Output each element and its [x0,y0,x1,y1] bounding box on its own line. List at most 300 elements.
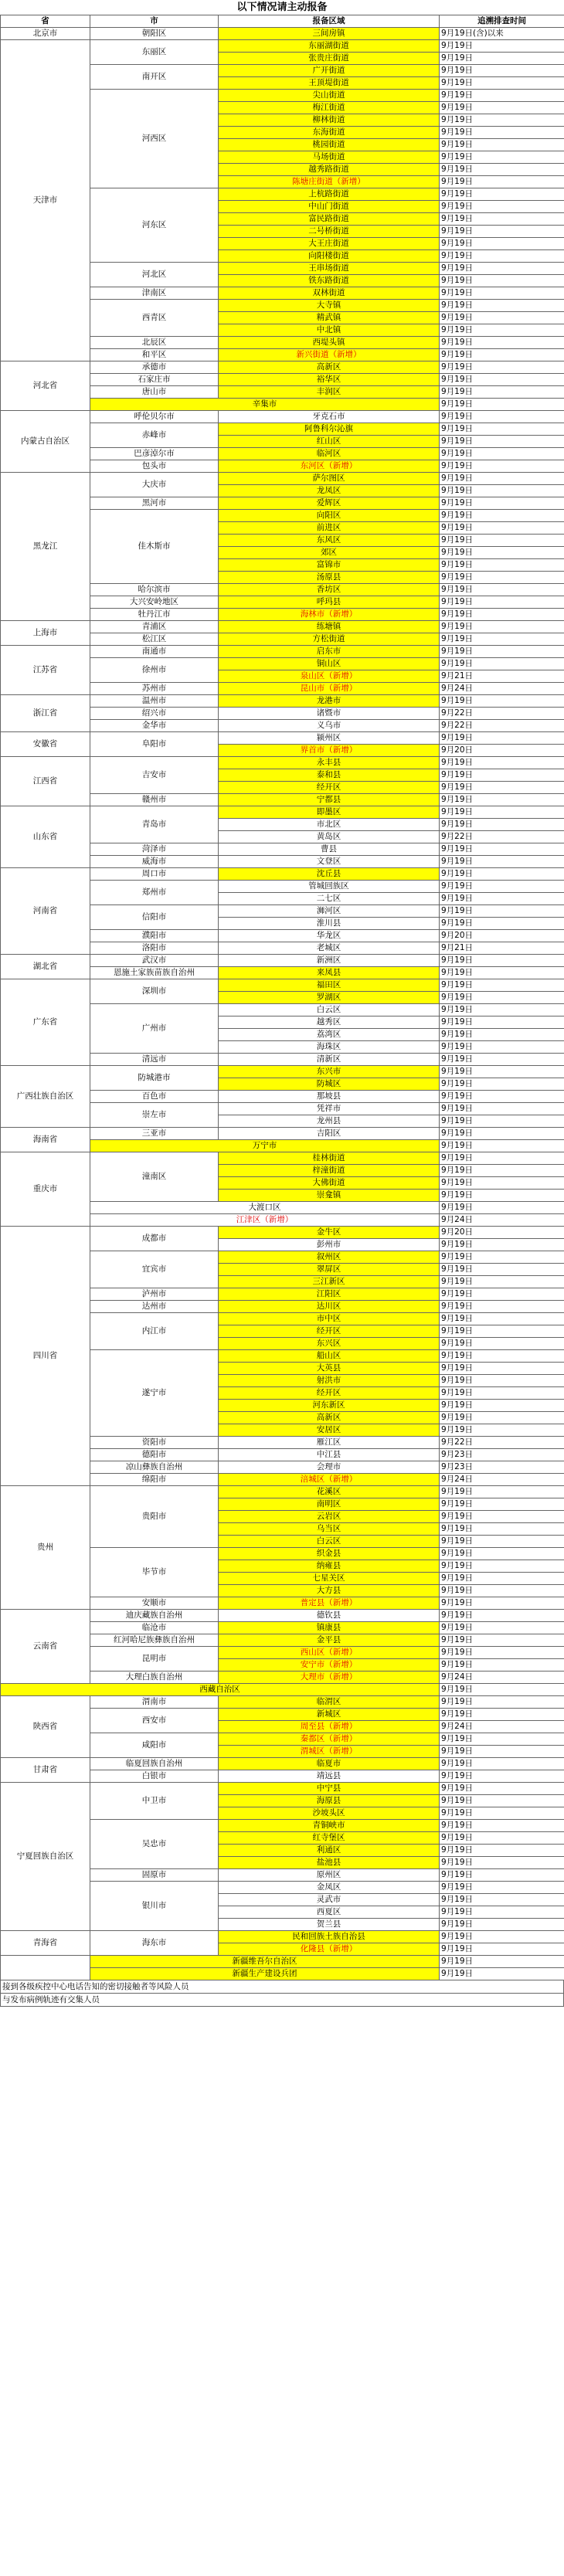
trace-time-cell: 9月19日 [440,1597,564,1610]
trace-time-cell: 9月19日 [440,1746,564,1758]
area-cell: 西夏区 [219,1906,440,1919]
trace-time-cell: 9月19日 [440,633,564,646]
city-cell: 南通市 [90,646,219,658]
area-cell: 会理市 [219,1461,440,1474]
trace-time-cell: 9月19日 [440,1906,564,1919]
table-row [1,955,564,967]
area-cell: 临渭区 [219,1696,440,1709]
table-body [1,28,564,1980]
area-cell: 义乌市 [219,720,440,732]
area-cell: 梅江街道 [219,102,440,114]
area-cell: 那坡县 [219,1091,440,1103]
trace-time-cell: 9月19日 [440,1882,564,1894]
city-cell: 信阳市 [90,905,219,930]
area-cell: 海珠区 [219,1041,440,1054]
area-cell: 盐池县 [219,1857,440,1869]
city-cell: 恩施土家族苗族自治州 [90,967,219,979]
trace-time-cell: 9月19日 [440,250,564,263]
area-cell: 二号桥街道 [219,226,440,238]
trace-time-cell: 9月21日 [440,942,564,955]
trace-time-cell: 9月19日 [440,559,564,572]
area-cell: 涪城区（新增） [219,1474,440,1486]
trace-time-cell: 9月19日 [440,646,564,658]
table-row [1,411,564,423]
area-cell: 西堤头镇 [219,337,440,349]
province-cell: 甘肃省 [1,1758,90,1783]
city-cell: 郑州市 [90,881,219,905]
area-cell: 高新区 [219,1412,440,1424]
city-cell: 大理白族自治州 [90,1672,219,1684]
city-cell: 朝阳区 [90,28,219,40]
city-cell: 牡丹江市 [90,609,219,621]
area-cell: 三江新区 [219,1276,440,1288]
area-cell: 越秀区 [219,1016,440,1029]
trace-time-cell: 9月19日 [440,609,564,621]
city-cell: 吉安市 [90,757,219,794]
area-cell: 船山区 [219,1350,440,1363]
area-cell: 昆山市（新增） [219,683,440,695]
area-cell: 市北区 [219,819,440,831]
area-cell: 红寺堡区 [219,1832,440,1845]
area-cell: 西山区（新增） [219,1647,440,1659]
trace-time-cell: 9月19日 [440,522,564,535]
province-cell: 广西壮族自治区 [1,1066,90,1128]
trace-time-cell: 9月19日 [440,1239,564,1251]
trace-time-cell: 9月19日 [440,1152,564,1165]
area-cell: 东海街道 [219,127,440,139]
area-cell: 尖山街道 [219,90,440,102]
trace-time-cell: 9月19日 [440,1511,564,1523]
table-row [1,1783,564,1795]
area-cell: 福田区 [219,979,440,992]
area-cell: 白云区 [219,1004,440,1016]
trace-time-cell: 9月22日 [440,831,564,843]
trace-time-cell: 9月19日 [440,1078,564,1091]
area-cell: 老城区 [219,942,440,955]
area-cell: 清新区 [219,1054,440,1066]
page-title: 以下情况请主动报备 [236,2,328,13]
city-cell: 昆明市 [90,1647,219,1672]
trace-time-cell: 9月19日 [440,1536,564,1548]
trace-time-cell: 9月19日 [440,1400,564,1412]
trace-time-cell: 9月19日 [440,300,564,312]
province-cell: 浙江省 [1,695,90,732]
city-cell: 崇左市 [90,1103,219,1128]
area-cell: 射洪市 [219,1375,440,1387]
area-cell: 二七区 [219,893,440,905]
province-cell: 天津市 [1,40,90,361]
trace-time-cell: 9月19日 [440,1758,564,1770]
city-cell: 银川市 [90,1882,219,1931]
table-row [1,646,564,658]
area-cell: 裕华区 [219,374,440,386]
city-cell: 临沧市 [90,1622,219,1634]
province-cell: 青海省 [1,1931,90,1956]
city-cell: 红河哈尼族彝族自治州 [90,1634,219,1647]
area-cell: 乌当区 [219,1523,440,1536]
trace-time-cell: 9月19日 [440,1276,564,1288]
trace-time-cell: 9月19日 [440,497,564,510]
trace-time-cell: 9月19日 [440,1325,564,1338]
trace-time-cell: 9月19日 [440,1585,564,1597]
area-cell: 铜山区 [219,658,440,670]
area-cell: 灵武市 [219,1894,440,1906]
area-cell: 沈丘县 [219,868,440,881]
trace-time-cell: 9月19日 [440,918,564,930]
area-cell: 市中区 [219,1313,440,1325]
trace-time-cell: 9月19日 [440,1190,564,1202]
province-cell: 安徽省 [1,732,90,757]
area-cell: 富民路街道 [219,213,440,226]
area-cell: 颍州区 [219,732,440,745]
area-cell: 浉河区 [219,905,440,918]
province-cell: 重庆市 [1,1152,90,1227]
area-cell: 青铜峡市 [219,1820,440,1832]
area-cell: 萨尔图区 [219,473,440,485]
area-cell: 越秀路街道 [219,164,440,176]
trace-time-cell: 9月19日 [440,1709,564,1721]
province-cell: 贵州 [1,1486,90,1610]
trace-time-cell: 9月19日 [440,1128,564,1140]
area-cell: 管城回族区 [219,881,440,893]
city-cell: 佳木斯市 [90,510,219,584]
area-cell: 云岩区 [219,1511,440,1523]
area-cell: 启东市 [219,646,440,658]
table-row [1,40,564,53]
city-cell: 咸阳市 [90,1733,219,1758]
area-cell: 富锦市 [219,559,440,572]
area-cell: 纳雍县 [219,1560,440,1573]
trace-time-cell: 9月19日 [440,1375,564,1387]
table-row [1,1610,564,1622]
area-cell: 丰润区 [219,386,440,399]
trace-time-cell: 9月19日 [440,226,564,238]
area-cell: 海原县 [219,1795,440,1807]
area-cell: 辛集市 [90,399,440,411]
area-cell: 文登区 [219,856,440,868]
trace-time-cell: 9月19日 [440,1140,564,1152]
city-cell: 包头市 [90,460,219,473]
trace-time-cell: 9月19日 [440,1350,564,1363]
area-cell: 永丰县 [219,757,440,769]
trace-time-cell: 9月22日 [440,720,564,732]
area-cell: 曹县 [219,843,440,856]
trace-time-cell: 9月19日 [440,843,564,856]
trace-time-cell: 9月19日 [440,1523,564,1536]
trace-time-cell: 9月19日 [440,151,564,164]
area-cell: 大王庄街道 [219,238,440,250]
area-cell: 临河区 [219,448,440,460]
trace-time-cell: 9月19日 [440,1387,564,1400]
trace-time-cell: 9月19日 [440,1498,564,1511]
province-cell [1,1956,90,1980]
trace-time-cell: 9月19日 [440,967,564,979]
area-cell: 翠屏区 [219,1264,440,1276]
city-cell: 海东市 [90,1931,219,1956]
trace-time-cell: 9月19日 [440,1486,564,1498]
city-cell: 达州市 [90,1301,219,1313]
area-cell: 新城区 [219,1709,440,1721]
trace-time-cell: 9月19日 [440,275,564,287]
area-cell: 双林街道 [219,287,440,300]
city-cell: 固原市 [90,1869,219,1882]
trace-time-cell: 9月19日 [440,1857,564,1869]
area-cell: 金平县 [219,1634,440,1647]
trace-time-cell: 9月19日 [440,411,564,423]
area-cell: 海林市（新增） [219,609,440,621]
table-row [1,361,564,374]
area-cell: 王顶堤街道 [219,77,440,90]
table-row [1,806,564,819]
trace-time-cell: 9月23日 [440,1449,564,1461]
area-cell: 达川区 [219,1301,440,1313]
trace-time-cell: 9月19日 [440,1004,564,1016]
trace-time-cell: 9月19日 [440,1103,564,1115]
area-cell: 江阳区 [219,1288,440,1301]
trace-time-cell: 9月23日 [440,1461,564,1474]
area-cell: 桃园街道 [219,139,440,151]
area-cell: 崇龛镇 [219,1190,440,1202]
city-cell: 三亚市 [90,1128,219,1140]
city-cell: 青岛市 [90,806,219,843]
trace-time-cell: 9月19日 [440,1177,564,1190]
city-cell: 青浦区 [90,621,219,633]
trace-time-cell: 9月22日 [440,1437,564,1449]
trace-time-cell: 9月19日 [440,868,564,881]
area-cell: 即墨区 [219,806,440,819]
trace-time-cell: 9月19日 [440,695,564,708]
city-cell: 泸州市 [90,1288,219,1301]
table-row [1,1696,564,1709]
area-cell: 防城区 [219,1078,440,1091]
city-cell: 绵阳市 [90,1474,219,1486]
area-cell: 新兴街道（新增） [219,349,440,361]
area-cell: 凭祥市 [219,1103,440,1115]
table-row [1,1152,564,1165]
area-cell: 彭州市 [219,1239,440,1251]
area-cell: 大方县 [219,1585,440,1597]
province-cell: 江苏省 [1,646,90,695]
trace-time-cell: 9月19日 [440,213,564,226]
area-cell: 三间房镇 [219,28,440,40]
area-cell: 广开街道 [219,65,440,77]
area-cell: 呼玛县 [219,596,440,609]
trace-time-cell: 9月19日 [440,1783,564,1795]
trace-time-cell: 9月19日 [440,53,564,65]
area-cell: 新疆生产建设兵团 [90,1968,440,1980]
area-cell: 张贵庄街道 [219,53,440,65]
trace-time-cell: 9月19日 [440,1363,564,1375]
city-cell: 清远市 [90,1054,219,1066]
area-cell: 淮川县 [219,918,440,930]
trace-time-cell: 9月19日 [440,757,564,769]
trace-time-cell: 9月19日 [440,1894,564,1906]
trace-time-cell: 9月19日 [440,324,564,337]
city-cell: 河东区 [90,188,219,263]
city-cell: 赤峰市 [90,423,219,448]
province-cell: 河北省 [1,361,90,411]
trace-time-cell: 9月19日 [440,1696,564,1709]
trace-time-cell: 9月19日 [440,1251,564,1264]
city-cell: 巴彦淖尔市 [90,448,219,460]
area-cell: 方松街道 [219,633,440,646]
area-cell: 梓潼街道 [219,1165,440,1177]
trace-time-cell: 9月19日 [440,658,564,670]
trace-time-cell: 9月19日 [440,979,564,992]
header-province: 省 [1,15,90,28]
area-cell: 上杭路街道 [219,188,440,201]
trace-time-cell: 9月19日 [440,1016,564,1029]
area-cell: 经开区 [219,1325,440,1338]
table-row [1,757,564,769]
area-cell: 精武镇 [219,312,440,324]
trace-time-cell: 9月19日 [440,992,564,1004]
area-cell: 中宁县 [219,1783,440,1795]
province-cell: 宁夏回族自治区 [1,1783,90,1931]
city-cell: 承德市 [90,361,219,374]
area-cell: 大寺镇 [219,300,440,312]
trace-time-cell: 9月20日 [440,930,564,942]
trace-time-cell: 9月19日 [440,436,564,448]
table-row [1,1227,564,1239]
trace-time-cell: 9月19日 [440,349,564,361]
city-cell: 深圳市 [90,979,219,1004]
province-cell: 海南省 [1,1128,90,1152]
trace-time-cell: 9月19日 [440,584,564,596]
area-cell: 中山门街道 [219,201,440,213]
trace-time-cell: 9月19日 [440,337,564,349]
city-cell: 南开区 [90,65,219,90]
province-cell: 云南省 [1,1610,90,1684]
trace-time-cell: 9月19日 [440,1412,564,1424]
trace-time-cell: 9月19日 [440,1634,564,1647]
trace-time-cell: 9月19日 [440,139,564,151]
trace-time-cell: 9月19日 [440,386,564,399]
area-cell: 大英县 [219,1363,440,1375]
province-cell: 北京市 [1,28,90,40]
area-cell: 汤原县 [219,572,440,584]
area-cell: 东丽湖街道 [219,40,440,53]
area-cell: 来凤县 [219,967,440,979]
city-cell: 温州市 [90,695,219,708]
area-cell: 大理市（新增） [219,1672,440,1684]
province-cell: 山东省 [1,806,90,868]
trace-time-cell: 9月19日 [440,473,564,485]
area-cell: 华龙区 [219,930,440,942]
area-cell: 诸暨市 [219,708,440,720]
trace-time-cell: 9月19日 [440,127,564,139]
trace-time-cell: 9月19日 [440,1301,564,1313]
city-cell: 石家庄市 [90,374,219,386]
city-cell: 吴忠市 [90,1820,219,1869]
province-cell: 黑龙江 [1,473,90,621]
area-cell: 龙凤区 [219,485,440,497]
trace-time-cell: 9月19日 [440,547,564,559]
trace-time-cell: 9月19日 [440,1288,564,1301]
city-cell: 徐州市 [90,658,219,683]
area-cell: 镇康县 [219,1622,440,1634]
table-row [1,621,564,633]
trace-time-cell: 9月19日 [440,1869,564,1882]
city-cell: 津南区 [90,287,219,300]
trace-time-cell: 9月19日 [440,423,564,436]
city-cell: 白银市 [90,1770,219,1783]
city-cell: 迪庆藏族自治州 [90,1610,219,1622]
area-cell: 新洲区 [219,955,440,967]
header-time: 追溯排查时间 [440,15,564,28]
trace-time-cell: 9月19日 [440,287,564,300]
city-cell: 宜宾市 [90,1251,219,1288]
area-cell: 原州区 [219,1869,440,1882]
footer-note-1: 接到各级疾控中心电话告知的密切接触者等风险人员 [0,1980,564,1994]
city-cell: 菏泽市 [90,843,219,856]
area-cell: 红山区 [219,436,440,448]
area-cell: 靖远县 [219,1770,440,1783]
trace-time-cell: 9月19日 [440,263,564,275]
city-cell: 贵阳市 [90,1486,219,1548]
trace-time-cell: 9月19日 [440,1807,564,1820]
area-cell: 金牛区 [219,1227,440,1239]
area-cell: 柳林街道 [219,114,440,127]
trace-time-cell: 9月24日 [440,1672,564,1684]
table-row [1,1684,564,1696]
trace-time-cell: 9月19日 [440,794,564,806]
area-cell: 泉山区（新增） [219,670,440,683]
city-cell: 大兴安岭地区 [90,596,219,609]
trace-time-cell: 9月19日 [440,40,564,53]
trace-time-cell: 9月19日 [440,1041,564,1054]
area-cell: 宁都县 [219,794,440,806]
area-cell: 桂林街道 [219,1152,440,1165]
trace-time-cell: 9月19日 [440,1202,564,1214]
trace-time-cell: 9月19日 [440,510,564,522]
trace-time-cell: 9月20日 [440,745,564,757]
trace-time-cell: 9月19日 [440,448,564,460]
area-cell: 织金县 [219,1548,440,1560]
trace-time-cell: 9月19日 [440,374,564,386]
city-cell: 威海市 [90,856,219,868]
trace-time-cell: 9月21日 [440,670,564,683]
area-cell: 民和回族土族自治县 [219,1931,440,1943]
trace-time-cell: 9月19日 [440,485,564,497]
trace-time-cell: 9月19日 [440,201,564,213]
area-cell: 德钦县 [219,1610,440,1622]
trace-time-cell: 9月24日 [440,1474,564,1486]
trace-time-cell: 9月19日 [440,1770,564,1783]
city-cell: 濮阳市 [90,930,219,942]
city-cell: 遂宁市 [90,1350,219,1437]
city-cell: 毕节市 [90,1548,219,1597]
area-cell: 东河区（新增） [219,460,440,473]
trace-time-cell: 9月19日 [440,856,564,868]
area-cell: 铁东路街道 [219,275,440,287]
table-row [1,695,564,708]
city-cell: 安顺市 [90,1597,219,1610]
area-cell: 荔湾区 [219,1029,440,1041]
trace-time-cell: 9月19日 [440,1338,564,1350]
area-cell: 香坊区 [219,584,440,596]
city-cell: 周口市 [90,868,219,881]
area-cell: 贺兰县 [219,1919,440,1931]
province-cell: 江西省 [1,757,90,806]
city-cell: 百色市 [90,1091,219,1103]
area-cell: 周至县（新增） [219,1721,440,1733]
trace-time-cell: 9月24日 [440,1214,564,1227]
trace-time-cell: 9月19日 [440,460,564,473]
province-cell: 陕西省 [1,1696,90,1758]
area-cell: 花溪区 [219,1486,440,1498]
area-cell: 向阳楼街道 [219,250,440,263]
